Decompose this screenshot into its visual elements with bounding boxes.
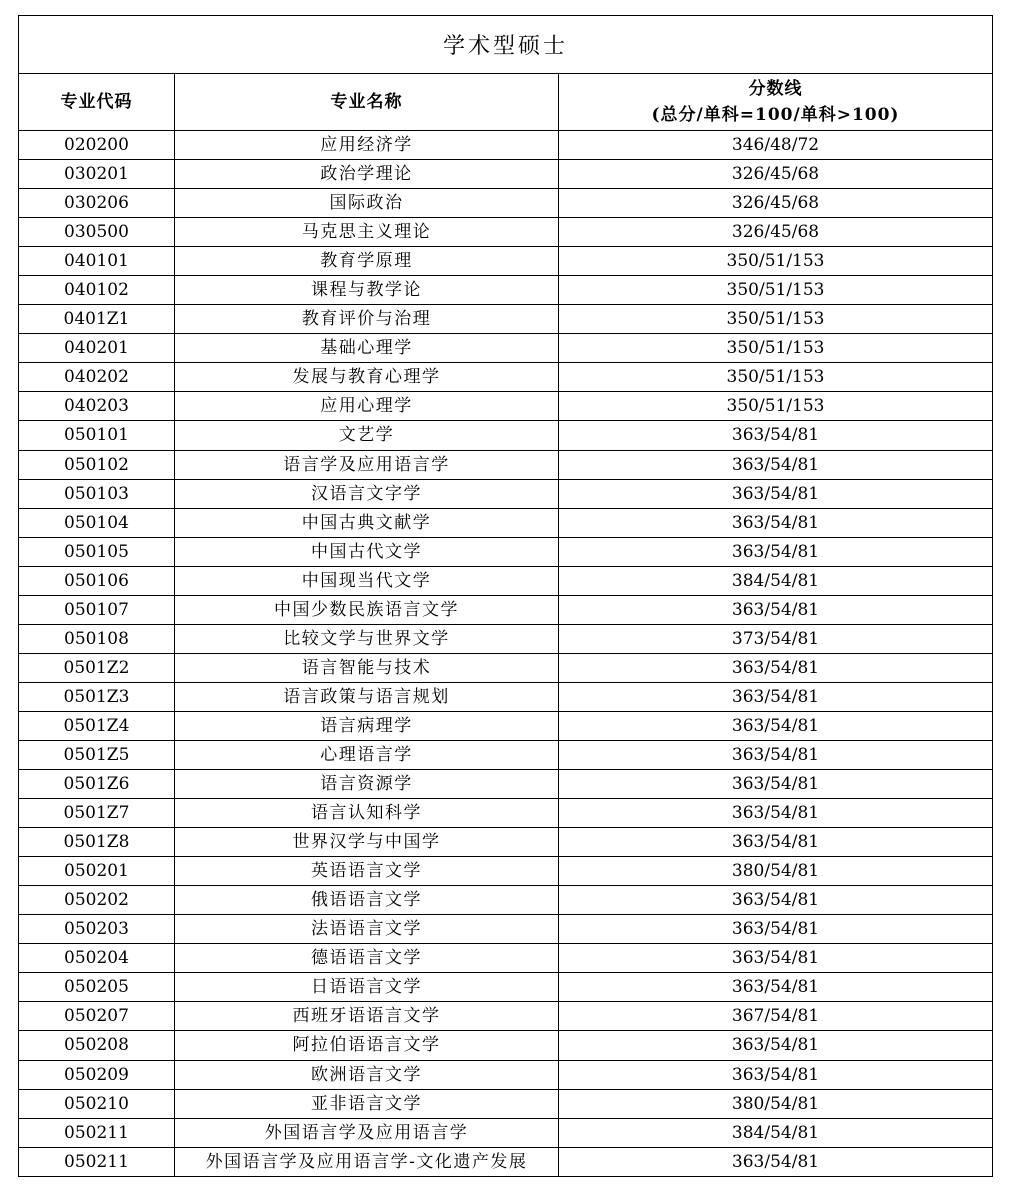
cell-code: 030201 [19,160,175,189]
table-row [19,1089,993,1118]
table-row [19,160,993,189]
cell-score: 380/54/81 [559,1089,993,1118]
cell-name: 发展与教育心理学 [175,363,559,392]
table-row [19,305,993,334]
cell-score: 363/54/81 [559,479,993,508]
cell-name: 外国语言学及应用语言学-文化遗产发展 [175,1147,559,1176]
score-table [18,15,993,1177]
table-row [19,421,993,450]
cell-score: 384/54/81 [559,566,993,595]
cell-name: 中国现当代文学 [175,566,559,595]
cell-name: 法语语言文学 [175,915,559,944]
cell-name: 英语语言文学 [175,857,559,886]
cell-score: 363/54/81 [559,799,993,828]
cell-code: 0501Z4 [19,711,175,740]
table-row [19,508,993,537]
table-row [19,828,993,857]
cell-name: 政治学理论 [175,160,559,189]
cell-name: 阿拉伯语语言文学 [175,1031,559,1060]
table-row [19,770,993,799]
cell-name: 中国古典文献学 [175,508,559,537]
cell-name: 教育评价与治理 [175,305,559,334]
cell-score: 350/51/153 [559,392,993,421]
table-row [19,392,993,421]
cell-score: 363/54/81 [559,1031,993,1060]
cell-code: 0401Z1 [19,305,175,334]
cell-code: 050106 [19,566,175,595]
cell-score: 380/54/81 [559,857,993,886]
table-row [19,711,993,740]
cell-score: 350/51/153 [559,247,993,276]
cell-code: 050211 [19,1147,175,1176]
cell-name: 课程与教学论 [175,276,559,305]
cell-name: 马克思主义理论 [175,218,559,247]
cell-score: 363/54/81 [559,915,993,944]
cell-score: 363/54/81 [559,595,993,624]
cell-name: 德语语言文学 [175,944,559,973]
cell-code: 0501Z8 [19,828,175,857]
header-score-line1: 分数线 [748,79,803,99]
cell-code: 0501Z5 [19,740,175,769]
table-row [19,915,993,944]
cell-score: 346/48/72 [559,131,993,160]
cell-code: 040201 [19,334,175,363]
cell-score: 363/54/81 [559,653,993,682]
title-row [19,16,993,74]
cell-score: 350/51/153 [559,305,993,334]
table-row [19,886,993,915]
table-row [19,624,993,653]
cell-code: 050105 [19,537,175,566]
cell-name: 语言病理学 [175,711,559,740]
cell-name: 中国少数民族语言文学 [175,595,559,624]
table-row [19,1060,993,1089]
cell-score: 326/45/68 [559,160,993,189]
cell-score: 326/45/68 [559,218,993,247]
cell-name: 语言政策与语言规划 [175,682,559,711]
cell-code: 050207 [19,1002,175,1031]
cell-name: 语言智能与技术 [175,653,559,682]
table-row [19,218,993,247]
header-code: 专业代码 [19,74,175,131]
table-row [19,1118,993,1147]
cell-code: 030500 [19,218,175,247]
cell-score: 363/54/81 [559,1060,993,1089]
cell-score: 384/54/81 [559,1118,993,1147]
cell-code: 050211 [19,1118,175,1147]
score-table-container [18,15,992,1177]
table-row [19,973,993,1002]
cell-code: 040101 [19,247,175,276]
cell-code: 030206 [19,189,175,218]
cell-name: 心理语言学 [175,740,559,769]
cell-name: 语言认知科学 [175,799,559,828]
cell-code: 050101 [19,421,175,450]
cell-code: 050205 [19,973,175,1002]
cell-score: 363/54/81 [559,682,993,711]
cell-name: 欧洲语言文学 [175,1060,559,1089]
cell-score: 363/54/81 [559,711,993,740]
table-row [19,740,993,769]
cell-code: 020200 [19,131,175,160]
cell-code: 050202 [19,886,175,915]
cell-code: 050203 [19,915,175,944]
cell-name: 外国语言学及应用语言学 [175,1118,559,1147]
cell-code: 050210 [19,1089,175,1118]
table-row [19,857,993,886]
table-row [19,189,993,218]
cell-name: 世界汉学与中国学 [175,828,559,857]
cell-name: 国际政治 [175,189,559,218]
cell-name: 中国古代文学 [175,537,559,566]
cell-score: 363/54/81 [559,450,993,479]
cell-code: 0501Z7 [19,799,175,828]
cell-name: 语言学及应用语言学 [175,450,559,479]
cell-name: 应用心理学 [175,392,559,421]
table-row [19,1147,993,1176]
table-row [19,537,993,566]
cell-code: 0501Z2 [19,653,175,682]
cell-code: 050201 [19,857,175,886]
header-name: 专业名称 [175,74,559,131]
cell-score: 363/54/81 [559,421,993,450]
cell-score: 363/54/81 [559,770,993,799]
table-row [19,247,993,276]
cell-score: 363/54/81 [559,1147,993,1176]
table-row [19,1002,993,1031]
cell-code: 040202 [19,363,175,392]
cell-code: 0501Z6 [19,770,175,799]
cell-code: 050204 [19,944,175,973]
cell-name: 语言资源学 [175,770,559,799]
table-row [19,944,993,973]
table-row [19,334,993,363]
cell-name: 应用经济学 [175,131,559,160]
cell-code: 050102 [19,450,175,479]
cell-score: 363/54/81 [559,508,993,537]
header-row [19,74,993,131]
cell-score: 350/51/153 [559,334,993,363]
cell-name: 西班牙语语言文学 [175,1002,559,1031]
cell-name: 文艺学 [175,421,559,450]
cell-code: 050107 [19,595,175,624]
table-row [19,1031,993,1060]
cell-code: 0501Z3 [19,682,175,711]
cell-code: 040203 [19,392,175,421]
cell-code: 050208 [19,1031,175,1060]
table-row [19,450,993,479]
table-row [19,799,993,828]
cell-score: 326/45/68 [559,189,993,218]
table-row [19,276,993,305]
table-body [19,131,993,1177]
cell-code: 040102 [19,276,175,305]
cell-name: 教育学原理 [175,247,559,276]
cell-code: 050209 [19,1060,175,1089]
cell-score: 363/54/81 [559,828,993,857]
table-title: 学术型硕士 [19,16,993,74]
table-row [19,363,993,392]
cell-name: 亚非语言文学 [175,1089,559,1118]
cell-code: 050104 [19,508,175,537]
cell-score: 350/51/153 [559,276,993,305]
header-score [559,74,993,131]
cell-score: 363/54/81 [559,740,993,769]
table-row [19,653,993,682]
cell-score: 363/54/81 [559,944,993,973]
cell-score: 363/54/81 [559,886,993,915]
cell-name: 日语语言文学 [175,973,559,1002]
cell-score: 367/54/81 [559,1002,993,1031]
cell-score: 373/54/81 [559,624,993,653]
cell-score: 363/54/81 [559,537,993,566]
cell-score: 350/51/153 [559,363,993,392]
cell-code: 050103 [19,479,175,508]
cell-score: 363/54/81 [559,973,993,1002]
cell-name: 汉语言文字学 [175,479,559,508]
header-score-line2: (总分/单科=100/单科>100) [651,105,900,125]
table-row [19,566,993,595]
cell-name: 俄语语言文学 [175,886,559,915]
table-row [19,131,993,160]
cell-name: 比较文学与世界文学 [175,624,559,653]
table-row [19,682,993,711]
cell-name: 基础心理学 [175,334,559,363]
table-row [19,479,993,508]
table-row [19,595,993,624]
cell-code: 050108 [19,624,175,653]
